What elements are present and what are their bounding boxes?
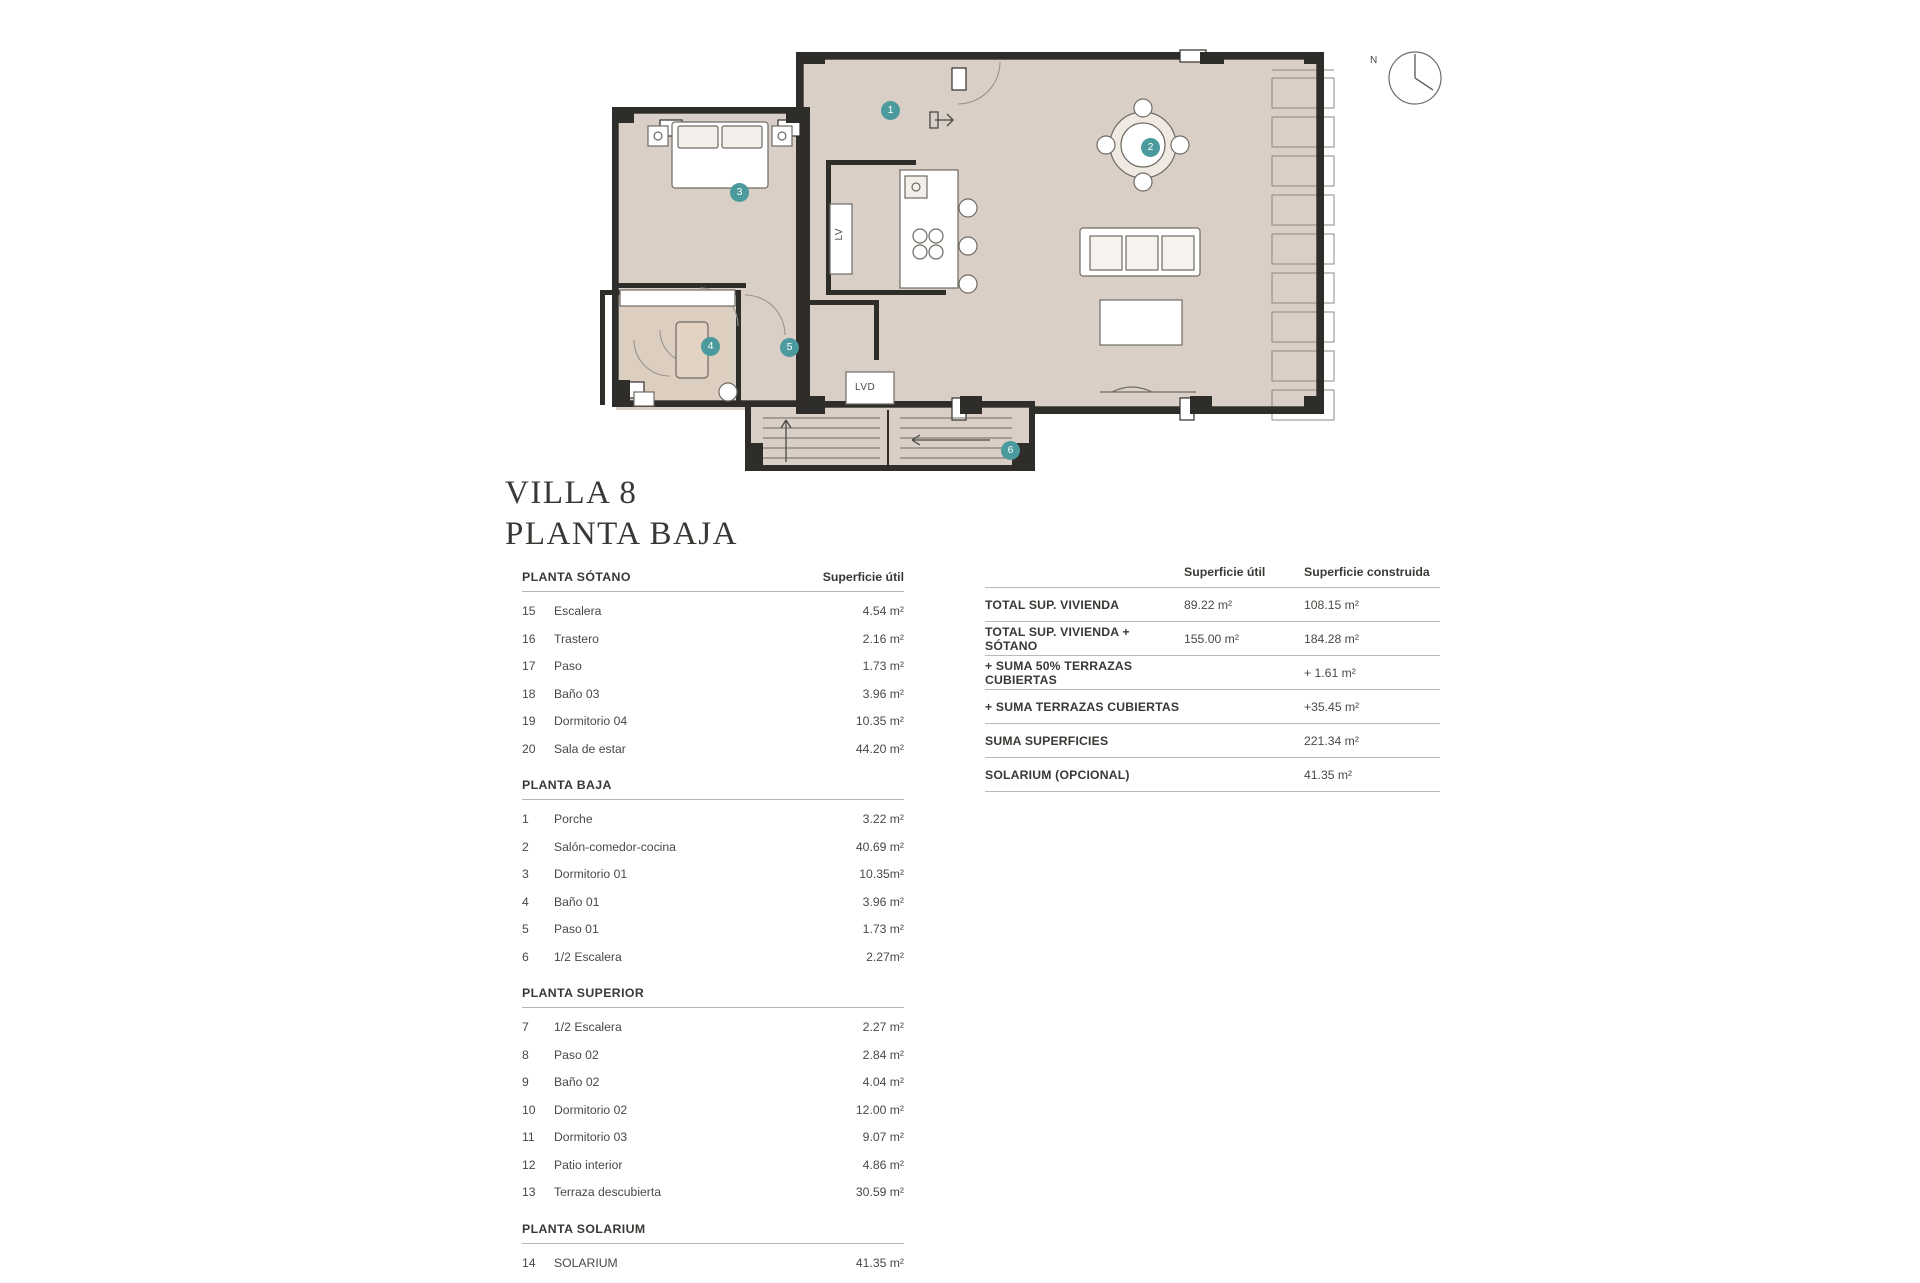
section-header [522, 986, 904, 1008]
row-label: 1/2 Escalera [554, 950, 818, 964]
summary-row [985, 723, 1440, 757]
row-number: 1 [522, 812, 554, 826]
summary-row-label: TOTAL SUP. VIVIENDA + SÓTANO [985, 625, 1184, 653]
row-label: Terraza descubierta [554, 1185, 818, 1199]
row-area-value: 9.07 m² [818, 1130, 904, 1144]
row-area-value: 3.96 m² [818, 687, 904, 701]
row-area-value: 2.27m² [818, 950, 904, 964]
summary-built-area: 221.34 m² [1304, 734, 1440, 748]
row-number: 15 [522, 604, 554, 618]
row-area-value: 4.86 m² [818, 1158, 904, 1172]
row-label: Dormitorio 02 [554, 1103, 818, 1117]
summary-useful-area: 155.00 m² [1184, 632, 1304, 646]
section-title: PLANTA BAJA [522, 778, 612, 792]
row-label: Trastero [554, 632, 818, 646]
summary-row-label: + SUMA 50% TERRAZAS CUBIERTAS [985, 659, 1184, 687]
row-number: 4 [522, 895, 554, 909]
plan-marker-6[interactable]: 6 [1001, 441, 1020, 460]
row-area-value: 2.84 m² [818, 1048, 904, 1062]
spacer [522, 977, 904, 986]
row-label: Paso 02 [554, 1048, 818, 1062]
page-title [505, 473, 738, 555]
row-label: Baño 02 [554, 1075, 818, 1089]
summary-row-label: SOLARIUM (OPCIONAL) [985, 768, 1184, 782]
title-villa: VILLA 8 [505, 473, 738, 514]
column-header-useful-area: Superficie útil [1184, 565, 1304, 579]
spacer [522, 1246, 904, 1256]
row-number: 6 [522, 950, 554, 964]
table-row [522, 840, 904, 868]
section-column-header: Superficie útil [823, 570, 904, 584]
row-number: 5 [522, 922, 554, 936]
row-number: 19 [522, 714, 554, 728]
table-row [522, 950, 904, 978]
summary-row [985, 621, 1440, 655]
row-label: Patio interior [554, 1158, 818, 1172]
row-label: Paso 01 [554, 922, 818, 936]
floor-plan [0, 0, 1920, 500]
row-number: 11 [522, 1130, 554, 1144]
row-label: Escalera [554, 604, 818, 618]
section-title: PLANTA SÓTANO [522, 570, 631, 584]
floor-plan-svg [0, 0, 1920, 500]
column-header-built-area: Superficie construida [1304, 565, 1440, 579]
row-area-value: 41.35 m² [818, 1256, 904, 1270]
appliance-label-lv: LV [834, 228, 845, 241]
row-area-value: 2.16 m² [818, 632, 904, 646]
row-number: 8 [522, 1048, 554, 1062]
row-area-value: 12.00 m² [818, 1103, 904, 1117]
appliance-label-lvd: LVD [855, 382, 875, 393]
compass-north-label: N [1370, 55, 1377, 66]
row-area-value: 1.73 m² [818, 659, 904, 673]
table-row [522, 687, 904, 715]
row-area-value: 4.04 m² [818, 1075, 904, 1089]
summary-built-area: 108.15 m² [1304, 598, 1440, 612]
table-row [522, 1020, 904, 1048]
row-area-value: 1.73 m² [818, 922, 904, 936]
summary-row-label: + SUMA TERRAZAS CUBIERTAS [985, 700, 1184, 714]
section-header [522, 778, 904, 800]
room-schedule-table [522, 570, 904, 1283]
summary-row [985, 655, 1440, 689]
plan-marker-5[interactable]: 5 [780, 338, 799, 357]
table-row [522, 1103, 904, 1131]
row-number: 7 [522, 1020, 554, 1034]
table-row [522, 1048, 904, 1076]
table-row [522, 1158, 904, 1186]
row-number: 10 [522, 1103, 554, 1117]
table-row [522, 742, 904, 770]
section-header [522, 570, 904, 592]
summary-row [985, 587, 1440, 621]
spacer [522, 1010, 904, 1020]
row-number: 18 [522, 687, 554, 701]
row-number: 2 [522, 840, 554, 854]
row-number: 9 [522, 1075, 554, 1089]
row-label: Sala de estar [554, 742, 818, 756]
spacer [522, 594, 904, 604]
table-row [522, 1130, 904, 1158]
spacer [522, 1213, 904, 1222]
summary-row [985, 689, 1440, 723]
stairs [763, 410, 1012, 466]
table-row [522, 659, 904, 687]
table-row [522, 1256, 904, 1283]
compass [1370, 45, 1460, 115]
summary-built-area: +35.45 m² [1304, 700, 1440, 714]
row-number: 16 [522, 632, 554, 646]
table-row [522, 922, 904, 950]
row-area-value: 10.35m² [818, 867, 904, 881]
table-row [522, 1075, 904, 1103]
row-number: 13 [522, 1185, 554, 1199]
row-area-value: 3.96 m² [818, 895, 904, 909]
row-area-value: 30.59 m² [818, 1185, 904, 1199]
summary-row-label: TOTAL SUP. VIVIENDA [985, 598, 1184, 612]
plan-marker-2[interactable]: 2 [1141, 138, 1160, 157]
section-title: PLANTA SOLARIUM [522, 1222, 646, 1236]
row-label: Salón-comedor-cocina [554, 840, 818, 854]
row-label: Dormitorio 01 [554, 867, 818, 881]
row-number: 17 [522, 659, 554, 673]
row-label: Baño 01 [554, 895, 818, 909]
row-area-value: 2.27 m² [818, 1020, 904, 1034]
plan-marker-1[interactable]: 1 [881, 101, 900, 120]
summary-built-area: + 1.61 m² [1304, 666, 1440, 680]
row-area-value: 10.35 m² [818, 714, 904, 728]
plan-marker-4[interactable]: 4 [701, 337, 720, 356]
row-area-value: 40.69 m² [818, 840, 904, 854]
section-header [522, 1222, 904, 1244]
row-number: 3 [522, 867, 554, 881]
row-label: Paso [554, 659, 818, 673]
summary-row-label: SUMA SUPERFICIES [985, 734, 1184, 748]
table-row [522, 604, 904, 632]
row-label: SOLARIUM [554, 1256, 818, 1270]
area-summary-table [985, 565, 1440, 792]
row-area-value: 44.20 m² [818, 742, 904, 756]
summary-row [985, 757, 1440, 792]
plan-marker-3[interactable]: 3 [730, 183, 749, 202]
spacer [522, 802, 904, 812]
row-number: 20 [522, 742, 554, 756]
summary-header-row [985, 565, 1440, 587]
compass-icon [1370, 45, 1460, 115]
row-label: Dormitorio 03 [554, 1130, 818, 1144]
row-area-value: 3.22 m² [818, 812, 904, 826]
table-row [522, 1185, 904, 1213]
table-row [522, 714, 904, 742]
row-number: 12 [522, 1158, 554, 1172]
summary-useful-area: 89.22 m² [1184, 598, 1304, 612]
row-label: Baño 03 [554, 687, 818, 701]
section-title: PLANTA SUPERIOR [522, 986, 644, 1000]
title-floor: PLANTA BAJA [505, 514, 738, 555]
table-row [522, 867, 904, 895]
row-label: Porche [554, 812, 818, 826]
table-row [522, 812, 904, 840]
row-label: 1/2 Escalera [554, 1020, 818, 1034]
row-label: Dormitorio 04 [554, 714, 818, 728]
table-row [522, 632, 904, 660]
spacer [522, 769, 904, 778]
summary-built-area: 41.35 m² [1304, 768, 1440, 782]
table-row [522, 895, 904, 923]
row-area-value: 4.54 m² [818, 604, 904, 618]
summary-built-area: 184.28 m² [1304, 632, 1440, 646]
row-number: 14 [522, 1256, 554, 1270]
